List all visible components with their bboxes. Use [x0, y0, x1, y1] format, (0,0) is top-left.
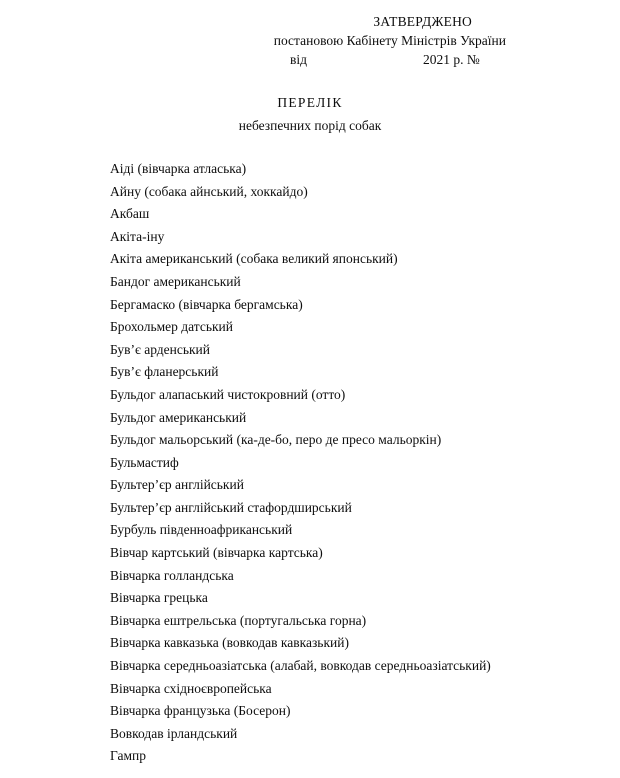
approval-date-label: від: [290, 52, 307, 68]
list-item: Айну (собака айнський, хоккайдо): [110, 183, 308, 199]
page-title: ПЕРЕЛІК: [277, 95, 343, 111]
list-item: Вівчарка кавказька (вовкодав кавказький): [110, 635, 349, 651]
list-item: Гампр: [110, 748, 146, 764]
breed-list: [52, 158, 568, 768]
approval-subheading: постановою Кабінету Міністрів України: [273, 33, 506, 49]
list-item: Вівчарка середньоазіатська (алабай, вовкодав середньоазіатський): [110, 658, 491, 674]
list-item: Вовкодав ірландський: [110, 725, 238, 741]
list-item: Вівчарка французька (Босерон): [110, 703, 291, 719]
list-item: Брохольмер датський: [110, 319, 234, 335]
approval-date-row: [52, 50, 506, 69]
list-item: Акіта американський (собака великий японський): [110, 251, 398, 267]
list-item: Вівчарка східноєвропейська: [110, 680, 272, 696]
approval-heading: ЗАТВЕРДЖЕНО: [373, 14, 472, 29]
list-item: Вівчар картський (вівчарка картська): [110, 545, 323, 561]
list-item: Вівчарка ештрельська (португальська горна): [110, 612, 367, 628]
list-item: Вівчарка голландська: [110, 567, 234, 583]
list-item: Бульдог алапаський чистокровний (отто): [110, 386, 346, 402]
list-item: Бультер’єр англійський стафордширський: [110, 499, 352, 515]
document-title-block: [52, 93, 568, 136]
list-item: Акіта-іну: [110, 228, 165, 244]
list-item: Бульдог мальорський (ка-де-бо, перо де пресо мальоркін): [110, 432, 442, 448]
list-item: Був’є арденський: [110, 341, 211, 357]
list-item: Бандог американський: [110, 273, 241, 289]
page-subtitle: небезпечних порід собак: [238, 117, 382, 133]
list-item: Вівчарка грецька: [110, 590, 208, 606]
list-item: Бергамаско (вівчарка бергамська): [110, 296, 303, 312]
list-item: Бурбуль південноафриканський: [110, 522, 293, 538]
list-item: Бульдог американський: [110, 409, 247, 425]
list-item: Акбаш: [110, 206, 150, 222]
list-item: Аіді (вівчарка атласька): [110, 160, 247, 176]
approval-date-value: 2021 р. №: [423, 52, 480, 68]
approval-block: [52, 12, 568, 69]
list-item: Бульмастиф: [110, 454, 179, 470]
list-item: Був’є фланерський: [110, 364, 219, 380]
list-item: Бультер’єр англійський: [110, 477, 244, 493]
